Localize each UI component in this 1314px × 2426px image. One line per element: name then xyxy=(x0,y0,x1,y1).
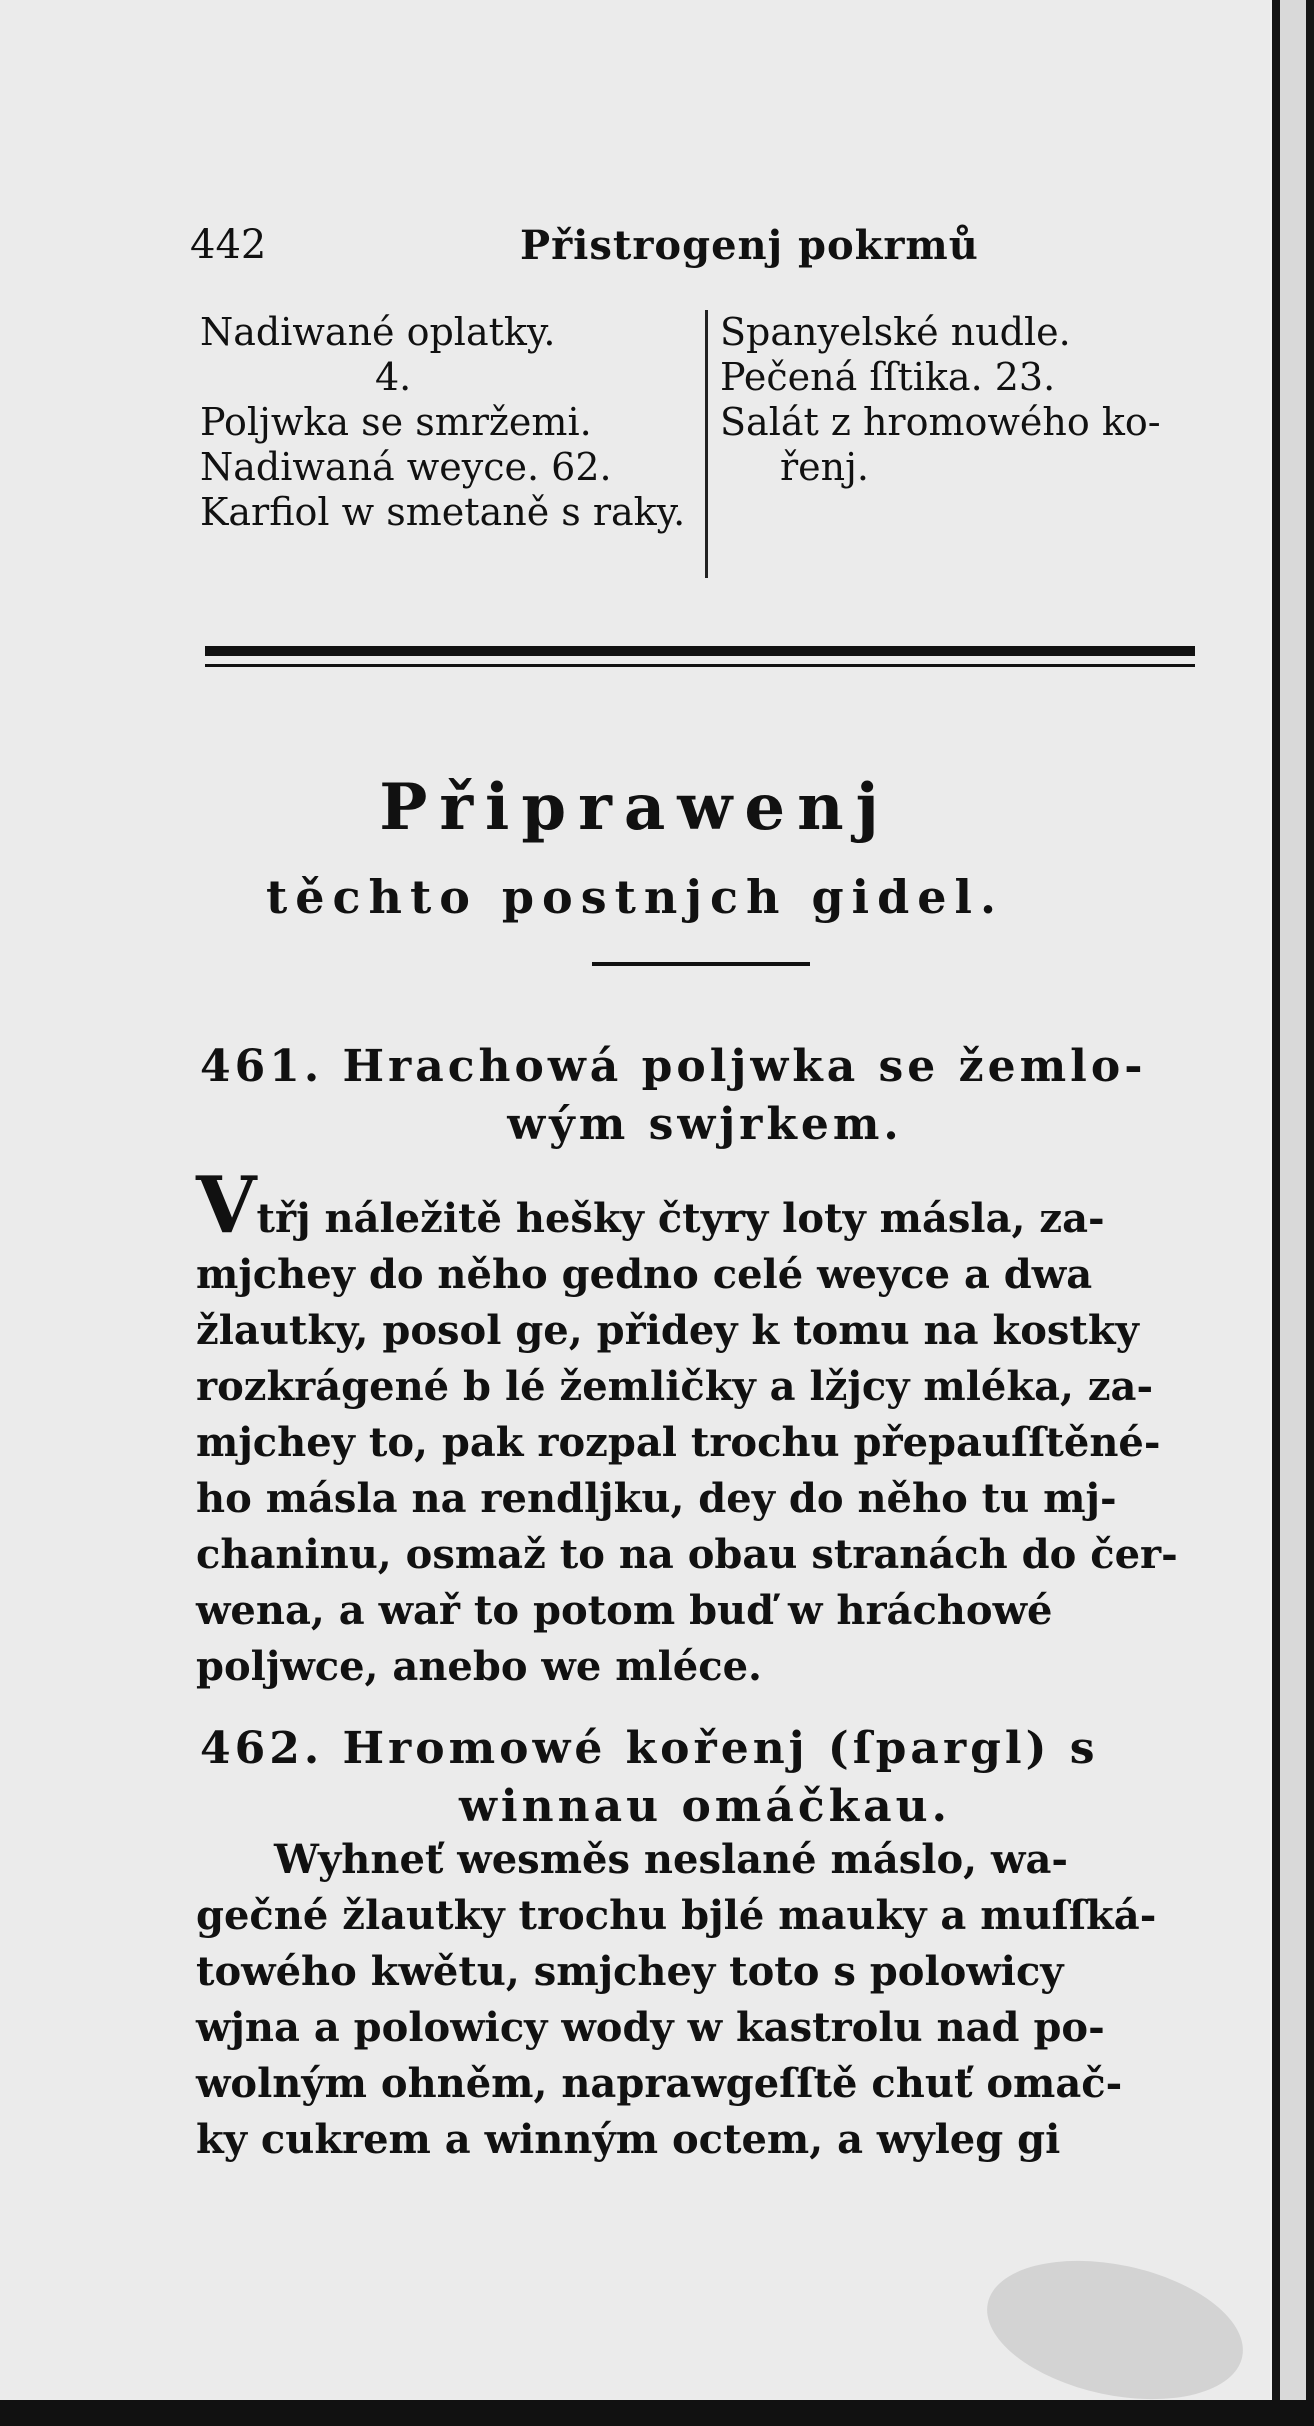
menu-column-divider xyxy=(705,310,708,578)
menu-item: Spanyelské nudle. xyxy=(720,310,1071,354)
menu-item: 4. xyxy=(375,355,412,399)
section-subtitle: těchto postnjch gidel. xyxy=(265,870,1005,924)
recipe-title-line: 461. Hrachowá poljwka se žemlo- xyxy=(200,1041,1147,1092)
body-line: ky cukrem a winným octem, a wyleg gi xyxy=(196,2116,1061,2163)
body-line: wjna a polowicy wody w kastrolu nad po- xyxy=(196,2004,1105,2051)
body-line: mjchey do něho gedno celé weyce a dwa xyxy=(196,1251,1093,1298)
body-line: ho másla na rendljku, dey do něho tu mj- xyxy=(196,1475,1117,1522)
body-line: mjchey to, pak rozpal trochu přepauſſtěné- xyxy=(196,1419,1161,1466)
recipe-body xyxy=(196,1832,1216,2168)
menu-item: Poljwka se smržemi. xyxy=(200,400,592,444)
body-line: wolným ohněm, naprawgeſſtě chuť omač- xyxy=(196,2060,1123,2107)
body-line: chaninu, osmaž to na obau stranách do čer- xyxy=(196,1531,1178,1578)
body-line: žlautky, posol ge, přidey k tomu na kostky xyxy=(196,1307,1139,1354)
menu-item: Nadiwané oplatky. xyxy=(200,310,556,354)
running-head: Přistrogenj pokrmů xyxy=(520,222,979,269)
body-line: poljwce, anebo we mléce. xyxy=(196,1643,762,1690)
body-line: Vtřj náležitě hešky čtyry loty másla, za- xyxy=(196,1160,1105,1251)
recipe-title xyxy=(200,1720,1210,1836)
body-line: gečné žlautky trochu bjlé mauky a muſſká- xyxy=(196,1892,1157,1939)
page-number: 442 xyxy=(190,222,267,268)
menu-item: Salát z hromowého ko- xyxy=(720,400,1161,444)
menu-item: Karfiol w smetaně s raky. xyxy=(200,490,686,534)
recipe-title-line: 462. Hromowé kořenj (ſpargl) s xyxy=(200,1723,1099,1774)
menu-right-column xyxy=(720,310,1200,490)
page-edge-right xyxy=(1272,0,1314,2426)
menu-table xyxy=(200,310,1200,580)
body-line: wena, a wař to potom buď w hráchowé xyxy=(196,1587,1053,1634)
section-title: Připrawenj xyxy=(379,770,891,845)
short-divider xyxy=(592,962,810,966)
body-line: Wyhneť wesměs neslané máslo, wa- xyxy=(274,1836,1068,1883)
section-rule-thick xyxy=(205,646,1195,656)
menu-item: řenj. xyxy=(780,445,869,489)
section-rule-thin xyxy=(205,664,1195,667)
page-header xyxy=(190,222,1190,282)
menu-item: Nadiwaná weyce. 62. xyxy=(200,445,612,489)
recipe-title xyxy=(200,1038,1210,1154)
recipe-body xyxy=(196,1160,1216,1695)
body-line: towého kwětu, smjchey toto s polowicy xyxy=(196,1948,1064,1995)
drop-cap: V xyxy=(196,1160,257,1251)
recipe-title-line: winnau omáčkau. xyxy=(459,1781,951,1832)
page-edge-bottom xyxy=(0,2400,1314,2426)
body-line: rozkrágené b lé žemličky a lžjcy mléka, za- xyxy=(196,1363,1154,1410)
recipe-title-line: wým swjrkem. xyxy=(507,1099,903,1150)
menu-item: Pečená ſſtika. 23. xyxy=(720,355,1056,399)
paper-stain xyxy=(974,2239,1255,2420)
menu-left-column xyxy=(200,310,690,535)
